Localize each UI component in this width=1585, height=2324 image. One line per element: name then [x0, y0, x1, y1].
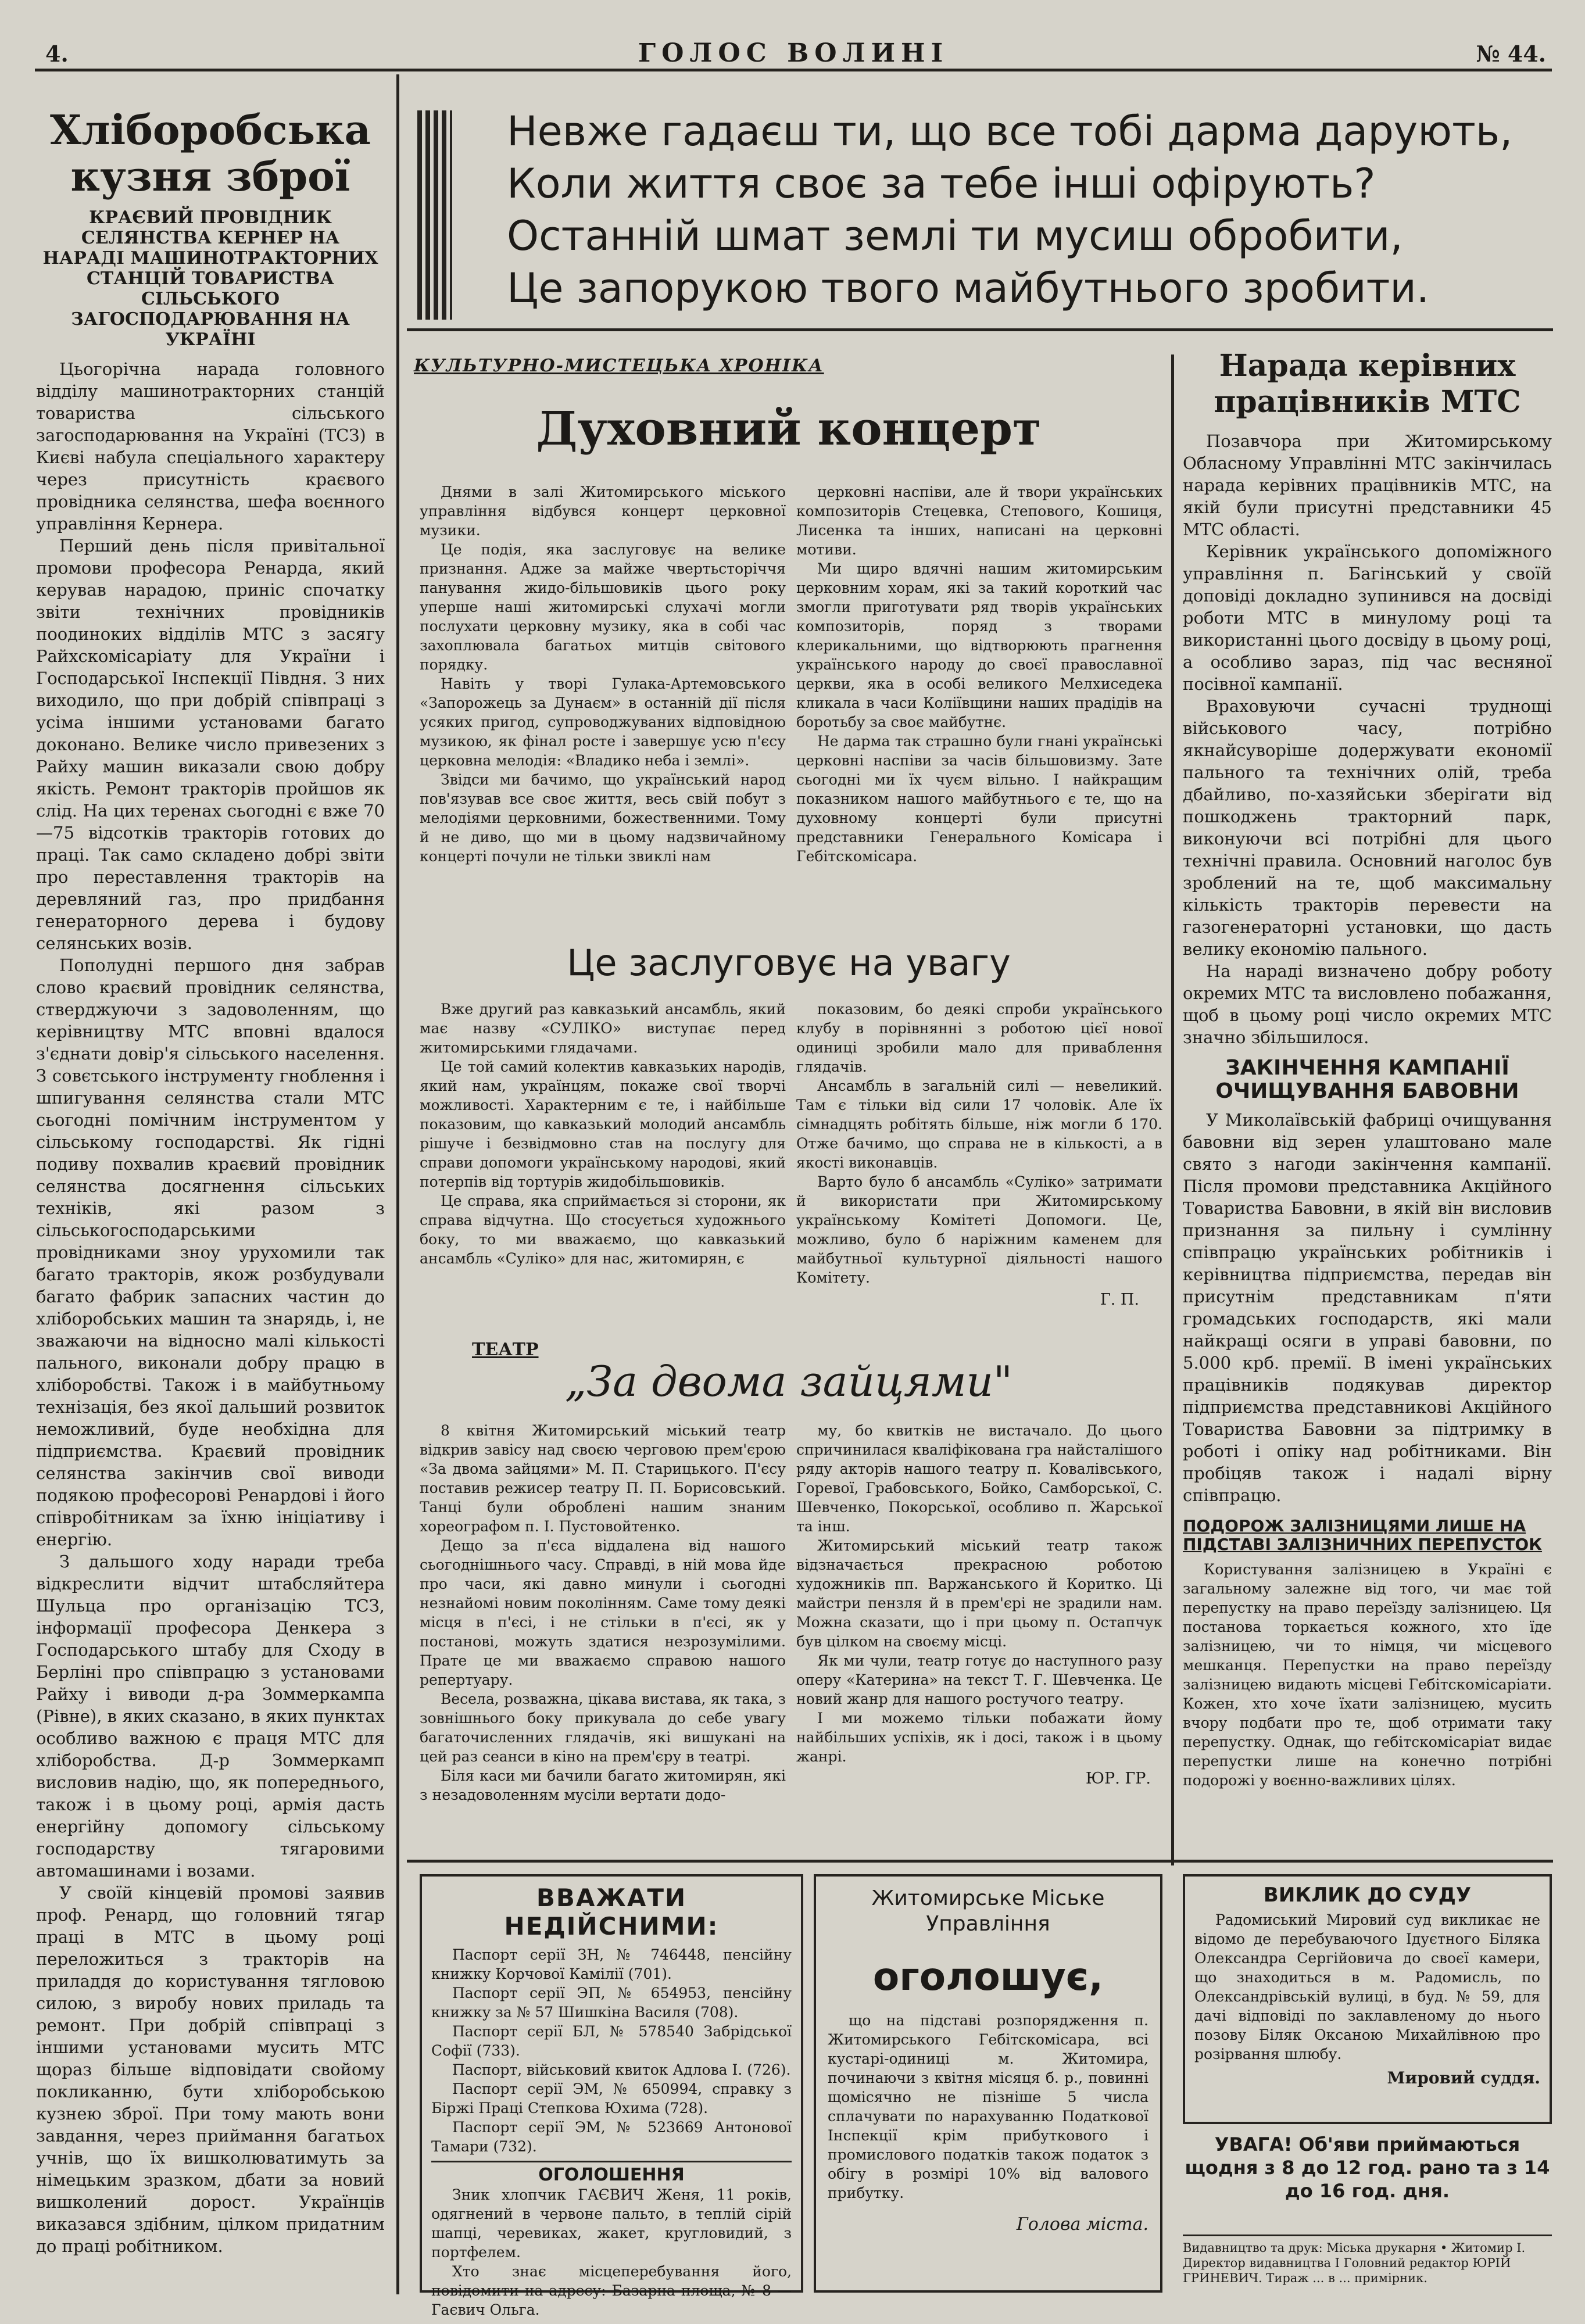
city-admin-ad [814, 1874, 1162, 2293]
paragraph: Навіть у творі Гулака-Артемовського «Запорожець за Дунаєм» в останній дії після усяких пригод, супроводжуваних відповідною музикою, як фінал росте і завершує усю п'єсу церковна мелодія: «Владико неба і землі». [420, 675, 786, 769]
ad-divider [431, 2161, 792, 2162]
city-admin-org-line2: Управління [926, 1912, 1050, 1936]
article-subtitle: КРАЄВИЙ ПРОВІДНИК СЕЛЯНСТВА КЕРНЕР НА НАРАДІ МАШИНОТРАКТОРНИХ СТАНЦІЙ ТОВАРИСТВА СІЛЬСЬКОГО ЗАГОСПОДАРЮВАННЯ НА УКРАЇНІ [42, 207, 378, 350]
paragraph: На нараді визначено добру роботу окремих МТС та висловлено побажання, щоб в цьому році число окремих МТС значно збільшилося. [1183, 961, 1552, 1047]
header-rule [35, 69, 1552, 71]
paragraph: І ми можемо тільки побажати йому найбільших успіхів, як і досі, також і в цьому жанрі. [796, 1710, 1162, 1765]
paragraph: Житомирський міський театр також відзначається прекрасною роботою художників пп. Варжанського й Коритко. Ці майстри пензля й в прем'єрі не зрадили нам. Можна сказати, що і при цьому п. Остапчук був цілком на своєму місці. [796, 1537, 1162, 1650]
paragraph: Користування залізницею в Україні є загальному залежне від того, чи має той перепустку на право переїзду залізницею. Ця постанова торкається кожного, хто їде залізницею, чи то німця, чи місцевого мешканця. Перепустки на право переїзду залізницею видають місцеві Гебітскомісаріати. Кожен, хто хоче їхати залізницею, мусить вчору подбати про те, щоб отримати таку перепустку. Однак, що гебітскомісаріат видає перепустки лише на конечно потрібні подорожі у воєнно-важливих цілях. [1183, 1561, 1552, 1789]
culture-rubric: КУЛЬТУРНО-МИСТЕЦЬКА ХРОНІКА [414, 356, 824, 376]
paragraph: Враховуючи сучасні труднощі військового часу, потрібно якнайсуворіше додержувати економії пального та технічних олій, треба дбайливо, по-хазяйськи зберігати від пошкоджень тракторний парк, виконуючи всі потрібні для цього технічні правила. Основний наголос був зроблений на те, щоб максимальну кількість тракторів перевести на газогенераторні установки, що дасть велику економію пального. [1183, 696, 1552, 959]
paragraph: У Миколаївській фабриці очищування бавовни від зерен улаштовано мале свято з нагоди закінчення кампанії. Після промови представника Акційного Товариства Бавовни, в якій він висловив признання за пильну і сумлінну співпрацю українських робітників і керівництва підприємства, передав він присутнім представникам п'яти громадських господарств, які мали найкращі осяги в управі бавовни, по 5.000 крб. премії. В імені українських працівників подякував директор підприємства представникові Акційного Товариства Бавовни за підтримку в роботі і опіку над робітниками. Він пробіцяв також і надалі вірну співпрацю. [1183, 1110, 1552, 1505]
concert-col2 [796, 482, 1162, 866]
lost-doc-item: Паспорт серії ЭМ, № 523669 Антонової Тамари (732). [431, 2119, 792, 2155]
paragraph: Звідси ми бачимо, що український народ пов'язував все своє життя, весь свій побут з мелодіями церковними, божественними. Тому й не диво, що ми в цьому надзвичайному концерті почули не тільки звиклі нам [420, 771, 786, 865]
theatre-rubric: ТЕАТР [472, 1340, 539, 1360]
city-admin-text: що на підставі розпорядження п. Житомирського Гебітскомісара, всі кустарі-одиниці м. Житомира, починаючи з квітня місяця б. р., повинні щомісячно не пізніше 5 числа сплачувати по нарахуванню Податкової Інспекції крім прибуткового і промислового податків також податок з обігу в розмірі 10% від валового прибутку. [828, 2012, 1149, 2201]
theatre-title: „За двома зайцями" [564, 1357, 1013, 1406]
poem-line: Коли життя своє за тебе інші офірують? [507, 160, 1376, 207]
paragraph: Це подія, яка заслуговує на велике признання. Адже за майже чвертьсторіччя панування жидо-більшовиків цього року уперше наші житомирські слухачі могли послухати церковну музику, яка в собі час захоплювала багатьох митців світового порядку. [420, 541, 786, 673]
notices-title: ОГОЛОШЕННЯ [538, 2165, 685, 2185]
attention-signature: Г. П. [1100, 1291, 1139, 1309]
cotton-title: ЗАКІНЧЕННЯ КАМПАНІЇ ОЧИЩУВАННЯ БАВОВНИ [1215, 1056, 1519, 1103]
lost-doc-item: Паспорт серії БЛ, № 578540 Забрідської Софії (733). [431, 2023, 792, 2059]
paragraph: показовим, бо деякі спроби українського клубу в порівнянні з роботою цієї нової одиниці зробили мало для приваблення глядачів. [796, 1001, 1162, 1075]
paragraph: Ми щиро вдячні нашим житомирським церковним хорам, які за такий короткий час змогли приготувати ряд творів українських композиторів, поряд з творами клерикальними, що відтворюють прагнення українського народу до своєї православної церкви, яка в особі великого Мелхиседека кликала в часи Коліївщини наших прадідів на боротьбу за своє майбутнє. [796, 560, 1162, 730]
paragraph: Перший день після привітальної промови професора Ренарда, який керував нарадою, приніс спочатку звіти технічних провідників поодиноких відділів МТС з засягу Райхскомісаріату для України і Господарської Інспекції Півдня. З них виходило, що при добрій співпраці з усіма іншими установами багато доконано. Велике число привезених з Райху машин виказали свою добру якість. Ремонт тракторів пройшов як слід. На цих теренах сьогодні є вже 70—75 відсотків тракторів готових до праці. Так само складено добрі звіти про переставлення тракторів на деревляний газ, про придбання генераторного дерева і будову селянських возів. [36, 536, 385, 953]
paragraph: Керівник українського допоміжного управління п. Багінський у своїй доповіді докладно зупинився на досвіді роботи МТС в минулому році та використанні цього досвіду в цьому році, а особливо зараз, під час весняної посівної кампанії. [1183, 542, 1552, 694]
right-column [1183, 349, 1552, 1790]
paragraph: З дальшого ходу наради треба відкреслити відчит штабсляйтера Шульца про організацію ТСЗ, інформації професора Денкера з Господарського штабу для Сходу в Берліні про співпрацю з установами Райху і виводи д-ра Зоммеркампа (Рівне), в яких сказано, в яких пунктах особливо важною є праця МТС для хліборобства. Д-р Зоммеркамп висловив надію, що, як попереднього, також і в цьому році, армія дасть енергійну допомогу сільському господарству тягаровими автомашинами і возами. [36, 1552, 385, 1881]
paragraph: Біля каси ми бачили багато житомирян, які з незадоволенням мусіли вертати додо- [420, 1767, 786, 1803]
city-admin-announce: оголошує, [872, 1954, 1104, 1999]
paragraph: Дещо за п'єса віддалена від нашого сьогоднішнього часу. Справді, в ній мова йде про часи, які давно минули і сьогодні незнайомі новим поколінням. Саме тому деякі місця в п'єсі, і не стільки в п'єсі, як у постанові, можуть здатися незрозумілими. Прате це ми вважаємо справою нашого репертуару. [420, 1537, 786, 1688]
concert-col1 [420, 482, 786, 866]
poem-line: Це запорукою твого майбутнього зробити. [507, 264, 1430, 312]
mts-title-line1: Нарада керівних [1219, 348, 1516, 384]
attention-col2 [796, 1000, 1162, 1309]
imprint-rule [1183, 2235, 1552, 2236]
court-signature: Мировий суддя. [1387, 2068, 1540, 2087]
paragraph: Це справа, яка сприймається зі сторони, як справа відчутна. Що стосується художнього боку, то ми вважаємо, що кавказький ансамбль «Суліко» для нас, житомирян, є [420, 1193, 786, 1267]
lost-docs-title: ВВАЖАТИ НЕДІЙСНИМИ: [504, 1883, 719, 1940]
right-column-divider [1171, 354, 1174, 1865]
paragraph: му, бо квитків не вистачало. До цього спричинилася кваліфікована гра найсталішого ряду акторів нашого театру п. Ковалівського, Горевої, Грабовського, Бойко, Самборської, С. Шевченко, Покорської, особливо п. Жарської та інш. [796, 1422, 1162, 1535]
court-title: ВИКЛИК ДО СУДУ [1263, 1883, 1472, 1907]
paragraph: Вже другий раз кавказький ансамбль, який має назву «СУЛІКО» виступає перед житомирськими глядачами. [420, 1001, 786, 1056]
ads-top-rule [407, 1860, 1553, 1863]
theatre-col2 [796, 1421, 1162, 1788]
paragraph: Не дарма так страшно були гнані українські церковні наспіви за часів більшовизму. Зате сьогодні ми їх чуєм вільно. І найкращим показником нашого майбутнього є те, що на духовному концерті були присутні представники Генерального Комісара і Гебітскомісара. [796, 733, 1162, 865]
lost-doc-item: Паспорт серії ЭМ, № 650994, справку з Біржі Праці Степкова Юхима (728). [431, 2081, 792, 2117]
lost-documents-ad [420, 1874, 803, 2318]
theatre-signature: ЮР. ГР. [1085, 1770, 1151, 1788]
article-title-line1: Хліборобська [49, 106, 371, 154]
article-title-line2: кузня зброї [70, 152, 350, 200]
paragraph: Пополудні першого дня забрав слово краєвий провідник селянства, стверджуючи з задоволенням, що керівництву МТС вповні вдалося з'єднати довір'я сільського населення. З совєтського інструменту гноблення і шпигування селянства стали МТС сьогодні помічним інструментом у сільському господарстві. Як гідні подиву похвалив краєвий провідник селянства досягнення сільських техніків, які разом з сільськогосподарськими провідниками зноу урухомили так багато тракторів, якож розбудували багато фабрик запасних частин до хліборобських машин та знарядь, і, не зважаючи на відносно малі кількості пального, виконали добру працю в хліборобстві. Також і в майбутньому технізація, без якої дальший розвиток неможливий, буде необхідна для підприємства. Краєвий провідник селянства закінчив свої виводи подякою професорові Ренардові і його співробітникам за їхню ініціативу і енергію. [36, 955, 385, 1549]
paragraph: Ансамбль в загальній силі — невеликий. Там є тільки від сили 17 чоловік. Але їх сімнадцять робітять більше, ніж могли б 170. Отже бачимо, що справа не в кількості, а в якості виконавців. [796, 1077, 1162, 1171]
left-column-divider [396, 74, 399, 2294]
city-admin-org-line1: Житомирське Міське [871, 1886, 1105, 1910]
poem-text [507, 105, 1547, 314]
lost-doc-item: Паспорт серії ЭП, № 654953, пенсійну книжку за № 57 Шишкіна Василя (708). [431, 1985, 792, 2021]
paragraph: Днями в залі Житомирського міського управління відбувся концерт церковної музики. [420, 484, 786, 539]
article-mts-forge [36, 108, 385, 2257]
newspaper-name: ГОЛОС ВОЛИНІ [638, 38, 949, 68]
poem-bottom-rule [407, 328, 1553, 331]
notice-text: Хто знає місцеперебування його, повідомити на адресу: Базарна площа, № 8 — Гаєвич Ольга. [431, 2263, 792, 2318]
court-summons-ad [1183, 1874, 1552, 2124]
paragraph: Позавчора при Житомирському Обласному Управлінні МТС закінчилась нарада керівних працівників МТС, на якій були присутні представники 45 МТС області. [1183, 431, 1552, 539]
imprint: Видавництво та друк: Міська друкарня • Житомир І. Директор видавництва І Головний редактор ЮРІЙ ГРИНЕВИЧ. Тираж ... в ... примірник. [1183, 2241, 1526, 2285]
paragraph: церковні наспіви, але й твори українських композиторів Стецевка, Степового, Кошиця, Лисенка та інших, написані на церковні мотиви. [796, 484, 1162, 558]
lost-doc-item: Паспорт, військовий квиток Адлова І. (726). [452, 2061, 791, 2078]
paragraph: Варто було б ансамбль «Суліко» затримати й використати при Житомирському українському Комітеті Допомоги. Це, можливо, було б наріжним каменем для майбутньої культурної діяльності нашого Комітету. [796, 1173, 1162, 1286]
paragraph: Весела, розважна, цікава вистава, як така, з зовнішнього боку прикувала до себе увагу багаточисленних глядачів, які вишукані на цей раз сеанси в кіно на прем'єру в театрі. [420, 1691, 786, 1765]
ads-acceptance-note: УВАГА! Об'яви приймаються щодня з 8 до 12 год. рано та з 14 до 16 год. дня. [1185, 2133, 1550, 2202]
mts-title-line2: працівників МТС [1214, 384, 1521, 420]
poem-block [414, 102, 1553, 328]
lost-doc-item: Паспорт серії ЗН, № 746448, пенсійну книжку Корчової Камілії (701). [431, 1946, 792, 1982]
theatre-col1 [420, 1421, 786, 1804]
poem-line: Останній шмат землі ти мусиш обробити, [507, 212, 1403, 260]
court-text: Радомиський Мировий суд викликає не відомо де перебуваючого Ідуєтного Біляка Олександра Сергійовича до своєї камери, що знаходиться в м. Радомисль, по Олександрівській вулиці, в буд. № 59, для дачі відповіді по заклавленому до нього позову Біляк Оксаною Михайлівною про розірвання шлюбу. [1194, 1911, 1540, 2062]
poem-ornament-bar [417, 110, 452, 320]
page-header [35, 36, 1552, 71]
paragraph: Як ми чули, театр готує до наступного разу оперу «Катерина» на текст Т. Г. Шевченка. Це новий жанр для нашого ростучого театру. [796, 1652, 1162, 1707]
notice-text: Зник хлопчик ГАЄВИЧ Женя, 11 років, одягнений в червоне пальто, в теплій сірій шапці, черевиках, жакет, кругловидий, з портфелем. [431, 2186, 792, 2261]
issue-number: № 44. [1476, 41, 1546, 67]
paragraph: У своїй кінцевій промові заявив проф. Ренард, що головний тягар праці в МТС в цьому році переложиться з тракторів на приладдя до користування тягловою силою, з виробу нових приладь та ремонт. При добрій співпраці з іншими установами мусить МТС щораз більше відповідати свойому покликанню, бути хліборобською кузнею зброї. При тому мають вони завдання, через приймання багатьох учнів, що їх вишколюватимуть за німецьким зразком, дбати за новий вишколений дорост. Українців виказався здібним, цілком придатним до праці робітником. [36, 1883, 385, 2256]
paragraph: 8 квітня Житомирський міський театр відкрив завісу над своєю черговою прем'єрою «За двома зайцями» М. П. Старицького. П'єсу поставив режисер театру П. П. Борисовський. Танці були оброблені нашим знаним хореографом п. І. Пустовойтенко. [420, 1422, 786, 1535]
paragraph: Це той самий колектив кавказьких народів, який нам, українцям, покаже свої творчі можливості. Характерним є те, і найбільше показовим, що кавказький молодий ансамбль рішуче і безвідмовно став на послугу для справи допомоги українському народові, який потерпів від тортурів жидобільшовиків. [420, 1058, 786, 1190]
page-number: 4. [45, 41, 69, 67]
paragraph: Цьогорічна нарада головного відділу машинотракторних станцій товариства сільського загосподарювання на Україні (ТСЗ) в Києві набула спеціального характеру через присутність краєвого провідника селянства, шефа воєнного управління Кернера. [36, 359, 385, 533]
city-admin-signature: Голова міста. [1016, 2214, 1149, 2235]
travel-title: ПОДОРОЖ ЗАЛІЗНИЦЯМИ ЛИШЕ НА ПІДСТАВІ ЗАЛІЗНИЧНИХ ПЕРЕПУСТОК [1183, 1516, 1543, 1554]
concert-title: Духовний концерт [536, 401, 1042, 456]
attention-col1 [420, 1000, 786, 1268]
poem-line: Невже гадаєш ти, що все тобі дарма дарують, [507, 108, 1513, 155]
attention-title: Це заслуговує на увагу [567, 941, 1011, 984]
